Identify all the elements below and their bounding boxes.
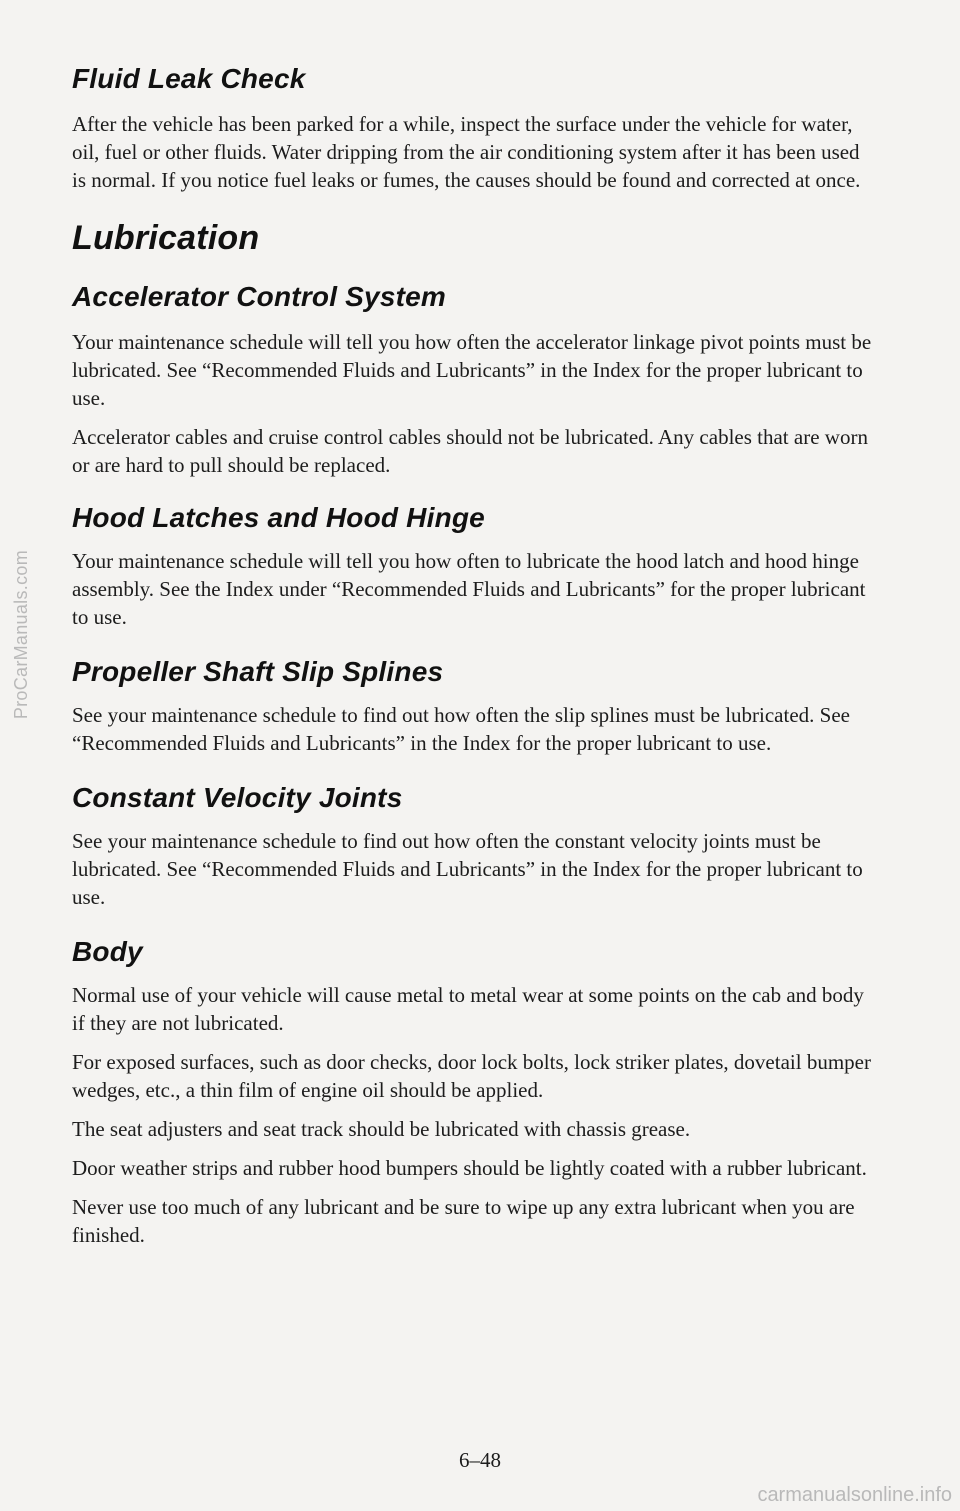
heading-lubrication: Lubrication — [72, 219, 260, 257]
paragraph-constant-velocity-joints: See your maintenance schedule to find out how often the constant velocity joints must be lubricated. See “Recommended Fluids and Lubricants” in the Index for the proper lubricant to use. — [72, 829, 863, 909]
heading-accelerator-control-system: Accelerator Control System — [72, 281, 446, 312]
paragraph-body-1: Normal use of your vehicle will cause metal to metal wear at some points on the cab and body if they are not lubricated. — [72, 983, 864, 1035]
heading-hood-latches: Hood Latches and Hood Hinge — [72, 502, 485, 533]
heading-body: Body — [72, 936, 143, 967]
heading-propeller-shaft: Propeller Shaft Slip Splines — [72, 656, 444, 687]
paragraph-fluid-leak-check: After the vehicle has been parked for a while, inspect the surface under the vehicle for water, oil, fuel or other fluids. Water dripping from the air conditioning system after it has been used is normal. If you notice fuel leaks or fumes, the causes should be found and corrected at once. — [72, 112, 861, 192]
paragraph-hood-latches: Your maintenance schedule will tell you how often to lubricate the hood latch and hood hinge assembly. See the Index under “Recommended Fluids and Lubricants” for the proper lubricant to use. — [72, 549, 866, 629]
page-number: 6–48 — [459, 1448, 501, 1472]
heading-constant-velocity-joints: Constant Velocity Joints — [72, 782, 403, 813]
paragraph-accelerator-1: Your maintenance schedule will tell you how often the accelerator linkage pivot points must be lubricated. See “Recommended Fluids and Lubricants” in the Index for the proper lubricant to use. — [72, 330, 872, 410]
paragraph-body-4: Door weather strips and rubber hood bumpers should be lightly coated with a rubber lubricant. — [72, 1156, 867, 1180]
bottom-watermark: carmanualsonline.info — [757, 1484, 952, 1506]
paragraph-body-3: The seat adjusters and seat track should be lubricated with chassis grease. — [72, 1117, 691, 1141]
paragraph-accelerator-2: Accelerator cables and cruise control cables should not be lubricated. Any cables that are worn or are hard to pull should be replaced. — [72, 425, 868, 477]
heading-fluid-leak-check: Fluid Leak Check — [72, 63, 306, 94]
side-watermark: ProCarManuals.com — [11, 550, 31, 720]
paragraph-body-2: For exposed surfaces, such as door checks, door lock bolts, lock striker plates, dovetail bumper wedges, etc., a thin film of engine oil should be applied. — [72, 1050, 871, 1102]
paragraph-body-5: Never use too much of any lubricant and be sure to wipe up any extra lubricant when you are finished. — [72, 1195, 855, 1247]
document-page — [72, 62, 872, 1249]
paragraph-propeller-shaft: See your maintenance schedule to find out how often the slip splines must be lubricated. See “Recommended Fluids and Lubricants” in the Index for the proper lubricant to use. — [72, 703, 850, 755]
